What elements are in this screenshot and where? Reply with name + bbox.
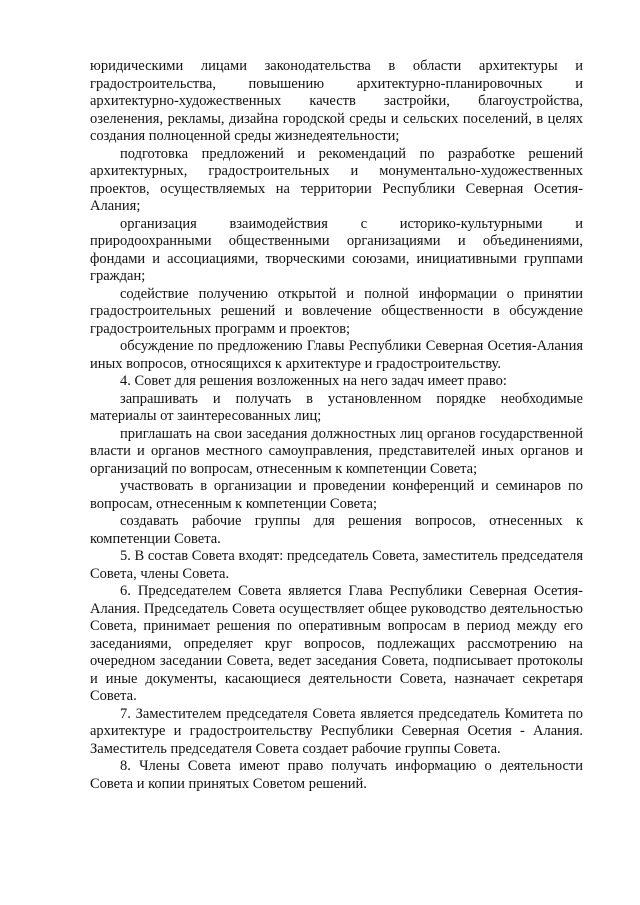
paragraph-section-7: 7. Заместителем председателя Совета является председатель Комитета по архитектуре и градостроительству Республики Северная Осетия - Алания. Заместитель председателя Совета создает рабочие группы Совета. bbox=[90, 705, 583, 757]
paragraph-information: содействие получению открытой и полной информации о принятии градостроительных решений и вовлечение общественности в обсуждение градостроительных программ и проектов; bbox=[90, 285, 583, 337]
paragraph-working-groups: создавать рабочие группы для решения вопросов, отнесенных к компетенции Совета. bbox=[90, 513, 583, 547]
paragraph-request-materials: запрашивать и получать в установленном порядке необходимые материалы от заинтересованных лиц; bbox=[90, 390, 583, 424]
paragraph-proposals: подготовка предложений и рекомендаций по разработке решений архитектурных, градостроительных и монументально-художественных проектов, осуществляемых на территории Республики Северная Осетия-Алания; bbox=[90, 145, 583, 214]
paragraph-section-8: 8. Члены Совета имеют право получать информацию о деятельности Совета и копии принятых Советом решений. bbox=[90, 758, 583, 792]
paragraph-section-5: 5. В состав Совета входят: председатель Совета, заместитель председателя Совета, члены Совета. bbox=[90, 548, 583, 582]
paragraph-section-4: 4. Совет для решения возложенных на него задач имеет право: bbox=[120, 373, 507, 389]
paragraph-section-6: 6. Председателем Совета является Глава Республики Северная Осетия-Алания. Председатель Совета осуществляет общее руководство деятельностью Совета, принимает решения по оперативным вопросам в период между его заседаниями, определяет круг вопросов, подлежащих рассмотрению на очередном заседании Совета, ведет заседания Совета, подписывает протоколы и иные документы, касающиеся деятельности Совета, назначает секретаря Совета. bbox=[90, 583, 583, 704]
paragraph-discussion: обсуждение по предложению Главы Республики Северная Осетия-Алания иных вопросов, относящихся к архитектуре и градостроительству. bbox=[90, 338, 583, 372]
paragraph-conferences: участвовать в организации и проведении конференций и семинаров по вопросам, отнесенным к компетенции Совета; bbox=[90, 478, 583, 512]
paragraph-invite: приглашать на свои заседания должностных лиц органов государственной власти и органов местного самоуправления, представителей иных органов и организаций по вопросам, отнесенным к компетенции Совета; bbox=[90, 425, 583, 477]
paragraph-continuation: юридическими лицами законодательства в области архитектуры и градостроительства, повышению архитектурно-планировочных и архитектурно-художественных качеств застройки, благоустройства, озеленения, рекламы, дизайна городской среды и сельских поселений, в целях создания полноценной среды жизнедеятельности; bbox=[90, 58, 583, 144]
document-page bbox=[90, 58, 583, 793]
paragraph-cooperation: организация взаимодействия с историко-культурными и природоохранными общественными организациями и объединениями, фондами и ассоциациями, творческими союзами, инициативными группами граждан; bbox=[90, 215, 583, 284]
